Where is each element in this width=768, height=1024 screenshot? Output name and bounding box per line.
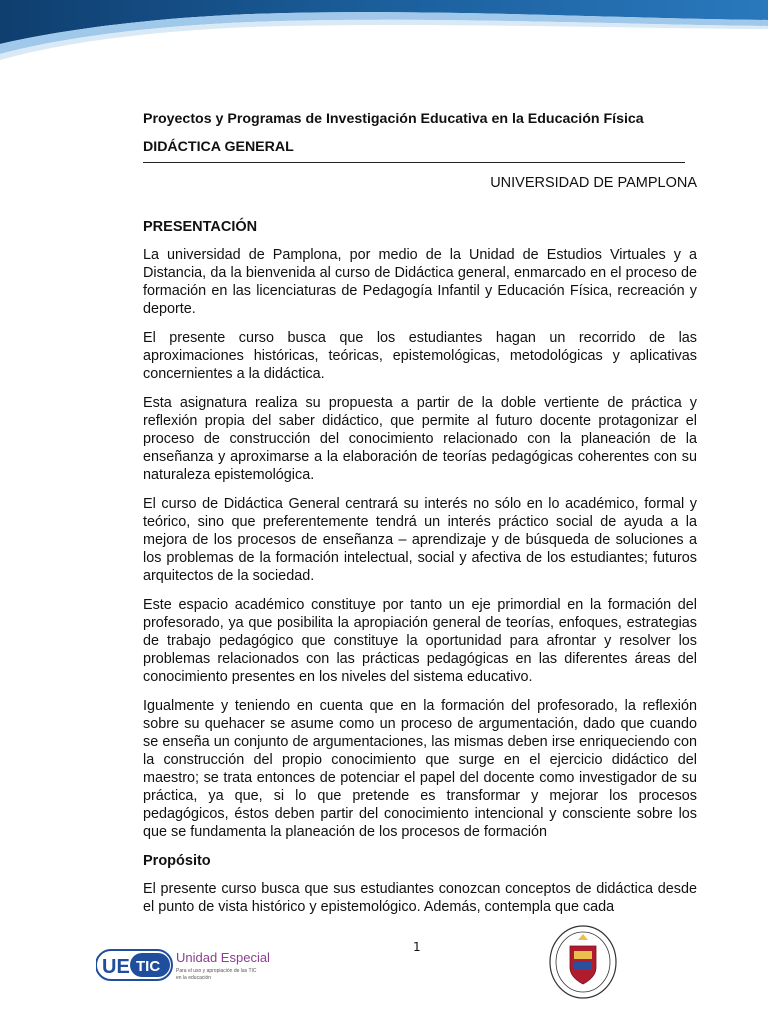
paragraph-5: Este espacio académico constituye por tanto un eje primordial en la formación del profesorado, ya que posibilita la apropiación general de teorías, enfoques, estrategias de trabajo pedagógico que constituye la oportunidad para afrontar y resolver los problemas relacionados con las prácticas pedagógicas en las diferentes áreas del conocimiento presentes en los niveles del sistema educativo. bbox=[143, 597, 697, 685]
svg-text:en la educación: en la educación bbox=[176, 975, 212, 981]
section-heading-presentacion: PRESENTACIÓN bbox=[143, 219, 258, 235]
paragraph-1: La universidad de Pamplona, por medio de la Unidad de Estudios Virtuales y a Distancia, da la bienvenida al curso de Didáctica general, enmarcado en el proceso de formación en las licenciaturas de Pedagogía Infantil y Educación Física, recreación y deporte. bbox=[143, 247, 697, 317]
svg-text:Unidad Especial: Unidad Especial bbox=[176, 950, 270, 965]
unidad-especial-logo bbox=[96, 946, 276, 986]
header-divider bbox=[143, 162, 685, 163]
page-number: 1 bbox=[413, 940, 421, 954]
document-body bbox=[143, 218, 697, 927]
course-name: DIDÁCTICA GENERAL bbox=[143, 139, 294, 155]
university-seal-icon bbox=[548, 924, 618, 1000]
svg-text:Para el uso y apropiación de l: Para el uso y apropiación de las TIC bbox=[176, 968, 257, 974]
document-title: Proyectos y Programas de Investigación Educativa en la Educación Física bbox=[143, 111, 644, 127]
paragraph-7: El presente curso busca que sus estudiantes conozcan conceptos de didáctica desde el punto de vista histórico y epistemológico. Además, contempla que cada bbox=[143, 881, 697, 915]
svg-text:TIC: TIC bbox=[136, 958, 161, 975]
section-heading-proposito: Propósito bbox=[143, 853, 211, 869]
paragraph-6: Igualmente y teniendo en cuenta que en la formación del profesorado, la reflexión sobre su quehacer se asume como un proceso de argumentación, dado que cuando se enseña un conjunto de argumentaciones, las mismas deben irse enriqueciendo con la construcción del propio conocimiento que surge en el ejercicio didáctico del maestro; se trata entonces de potenciar el papel del docente como investigador de su práctica, ya que, si lo que pretende es transformar y mejorar los procesos pedagógicos, éstos deben partir del conocimiento intencional y consciente sobre los que se fundamenta la planeación de los procesos de formación bbox=[143, 698, 697, 840]
institution-name: UNIVERSIDAD DE PAMPLONA bbox=[490, 175, 697, 191]
svg-text:UE: UE bbox=[102, 956, 130, 978]
paragraph-3: Esta asignatura realiza su propuesta a partir de la doble vertiente de práctica y reflexión propia del saber didáctico, que permite al futuro docente protagonizar el proceso de construcción del conocimiento relacionado con la planeación de la enseñanza y aproximarse a la elaboración de teorías pedagógicas coherentes con su naturaleza epistemológica. bbox=[143, 395, 697, 483]
paragraph-4: El curso de Didáctica General centrará su interés no sólo en lo académico, formal y teórico, sino que preferentemente tendrá un interés práctico social de ayuda a la mejora de los procesos de enseñanza – aprendizaje y de búsqueda de soluciones a los problemas de la formación intelectual, social y afectiva de los estudiantes; futuros arquitectos de la sociedad. bbox=[143, 496, 697, 584]
header-banner bbox=[0, 0, 768, 70]
paragraph-2: El presente curso busca que los estudiantes hagan un recorrido de las aproximaciones históricas, teóricas, epistemológicas, metodológicas y aplicativas concernientes a la didáctica. bbox=[143, 330, 697, 382]
